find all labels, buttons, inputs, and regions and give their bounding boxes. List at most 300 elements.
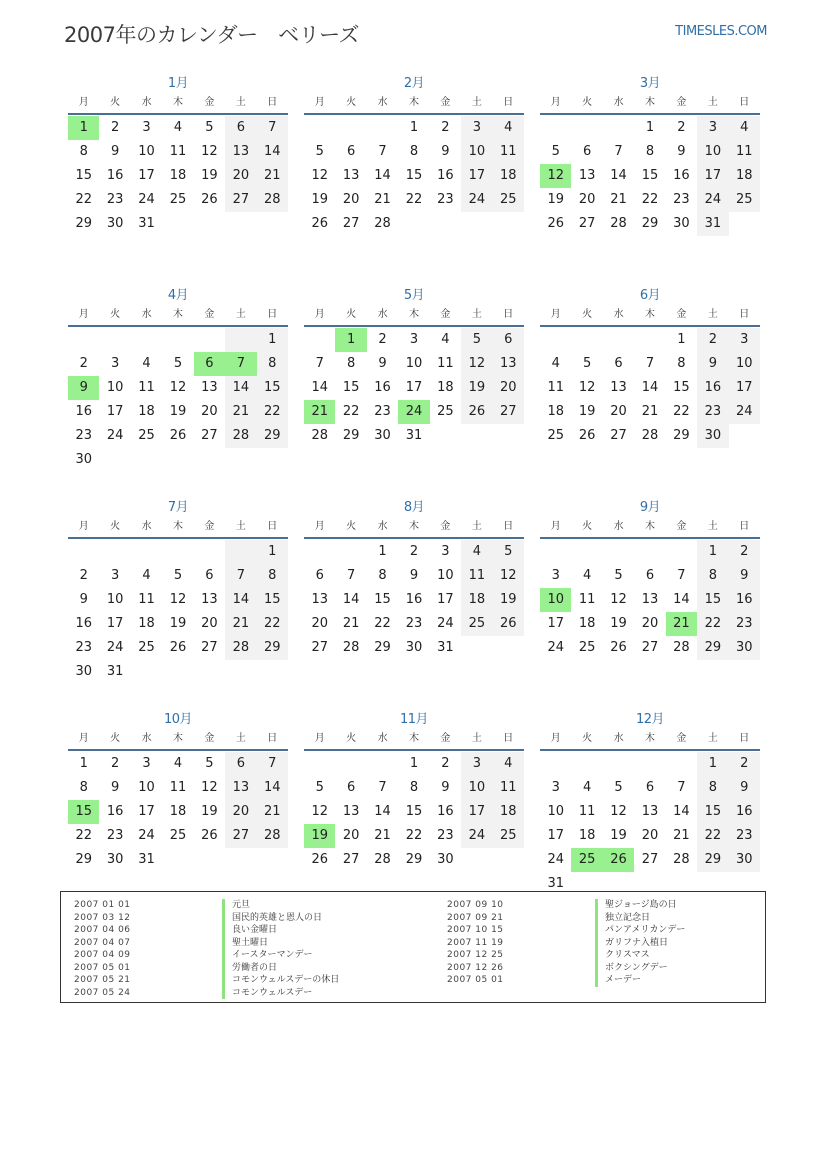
day-cell: 17 bbox=[138, 168, 155, 183]
weekday-label: 水 bbox=[613, 309, 624, 320]
day-cell-holiday: 1 bbox=[68, 116, 99, 140]
day-cell: 13 bbox=[578, 168, 596, 183]
weekday-label: 火 bbox=[346, 521, 357, 532]
day-cell: 5 bbox=[614, 568, 623, 583]
holiday-name: 国民的英雄と恩人の日 bbox=[222, 912, 322, 925]
weekday-label: 月 bbox=[78, 521, 89, 532]
day-cell: 10 bbox=[437, 568, 454, 583]
day-cell: 28 bbox=[311, 428, 328, 443]
holiday-row bbox=[74, 924, 339, 937]
day-cell: 9 bbox=[110, 144, 120, 159]
day-cell: 26 bbox=[169, 640, 187, 655]
day-empty bbox=[666, 752, 697, 776]
day-empty bbox=[540, 752, 571, 776]
day-cell: 26 bbox=[311, 216, 328, 231]
day-cell: 12 bbox=[169, 380, 187, 395]
day-cell: 1 bbox=[645, 120, 655, 135]
day-cell-holiday: 1 bbox=[335, 328, 366, 352]
day-grid bbox=[540, 752, 760, 896]
day-empty bbox=[603, 116, 634, 140]
day-cell: 24 bbox=[106, 428, 124, 443]
day-cell: 25 bbox=[169, 192, 187, 207]
day-cell: 28 bbox=[257, 824, 288, 848]
day-cell: 17 bbox=[106, 616, 124, 631]
weekday-label: 水 bbox=[377, 521, 388, 532]
day-cell: 7 bbox=[346, 568, 356, 583]
day-empty bbox=[571, 328, 602, 352]
day-cell: 19 bbox=[610, 828, 627, 843]
month-6 bbox=[540, 286, 760, 498]
day-cell: 13 bbox=[342, 168, 360, 183]
day-cell: 22 bbox=[697, 824, 728, 848]
day-cell: 28 bbox=[225, 636, 256, 660]
day-grid bbox=[540, 116, 760, 236]
day-cell: 17 bbox=[461, 164, 492, 188]
weekday-label: 金 bbox=[440, 521, 451, 532]
day-cell: 10 bbox=[138, 144, 155, 159]
month-title: 9月 bbox=[639, 500, 661, 515]
day-cell: 3 bbox=[551, 568, 560, 583]
day-cell: 29 bbox=[75, 852, 92, 867]
day-cell: 9 bbox=[677, 144, 686, 159]
day-cell: 17 bbox=[729, 376, 760, 400]
day-empty bbox=[634, 540, 665, 564]
day-cell-holiday: 15 bbox=[68, 800, 99, 824]
day-cell: 22 bbox=[257, 400, 288, 424]
day-cell: 14 bbox=[225, 588, 256, 612]
weekday-label: 土 bbox=[471, 309, 482, 320]
day-cell: 26 bbox=[169, 428, 187, 443]
day-cell: 4 bbox=[729, 116, 760, 140]
day-cell: 15 bbox=[257, 588, 288, 612]
day-empty bbox=[367, 116, 398, 140]
day-cell: 27 bbox=[641, 852, 659, 867]
holiday-name: ガリフナ入植日 bbox=[595, 937, 668, 950]
weekday-label: 土 bbox=[707, 309, 718, 320]
day-cell: 27 bbox=[641, 640, 659, 655]
day-cell: 19 bbox=[578, 404, 596, 419]
day-empty bbox=[603, 752, 634, 776]
day-empty bbox=[634, 752, 665, 776]
holiday-name: コモンウェルスデー bbox=[222, 987, 312, 1000]
day-cell: 16 bbox=[106, 168, 124, 183]
day-empty bbox=[99, 328, 130, 352]
day-cell: 3 bbox=[461, 116, 492, 140]
day-cell: 26 bbox=[578, 428, 596, 443]
weekday-label: 火 bbox=[582, 97, 593, 108]
day-cell: 2 bbox=[729, 540, 760, 564]
day-grid bbox=[68, 328, 288, 472]
day-cell: 24 bbox=[437, 616, 454, 631]
day-cell: 17 bbox=[106, 404, 124, 419]
day-cell: 12 bbox=[169, 592, 187, 607]
holiday-row bbox=[74, 899, 339, 912]
holiday-row bbox=[447, 899, 685, 912]
day-cell: 19 bbox=[461, 376, 492, 400]
weekday-label: 木 bbox=[408, 521, 419, 532]
day-cell: 23 bbox=[437, 192, 454, 207]
day-cell: 22 bbox=[641, 192, 659, 207]
day-cell: 5 bbox=[315, 780, 324, 795]
holiday-list-left bbox=[74, 899, 339, 999]
day-empty bbox=[304, 752, 335, 776]
day-cell: 6 bbox=[346, 780, 356, 795]
day-cell: 7 bbox=[315, 356, 324, 371]
day-cell: 16 bbox=[729, 800, 760, 824]
month-title: 11月 bbox=[399, 712, 429, 727]
holiday-date: 2007 05 01 bbox=[447, 975, 504, 985]
day-empty bbox=[603, 328, 634, 352]
day-cell: 21 bbox=[610, 192, 627, 207]
day-cell: 22 bbox=[75, 828, 92, 843]
day-cell: 5 bbox=[551, 144, 560, 159]
weekday-label: 月 bbox=[314, 733, 325, 744]
weekday-label: 金 bbox=[204, 733, 215, 744]
day-cell: 23 bbox=[374, 404, 391, 419]
day-cell: 28 bbox=[342, 640, 360, 655]
day-cell: 11 bbox=[578, 804, 596, 819]
day-cell: 12 bbox=[461, 352, 492, 376]
day-cell: 12 bbox=[493, 564, 524, 588]
weekday-label: 日 bbox=[267, 97, 278, 108]
day-cell: 20 bbox=[311, 616, 328, 631]
month-title: 12月 bbox=[635, 712, 665, 727]
day-cell: 16 bbox=[437, 168, 454, 183]
day-cell: 5 bbox=[614, 780, 623, 795]
holiday-date: 2007 04 06 bbox=[74, 925, 131, 935]
day-cell: 29 bbox=[342, 428, 360, 443]
day-cell: 20 bbox=[578, 192, 596, 207]
holiday-row bbox=[447, 962, 685, 975]
day-cell: 23 bbox=[437, 828, 454, 843]
day-cell: 29 bbox=[697, 636, 728, 660]
day-cell: 25 bbox=[138, 428, 155, 443]
day-empty bbox=[68, 328, 99, 352]
weekday-label: 日 bbox=[503, 309, 514, 320]
weekday-label: 水 bbox=[141, 309, 152, 320]
weekday-header bbox=[304, 305, 524, 327]
weekday-label: 金 bbox=[204, 97, 215, 108]
day-cell: 19 bbox=[610, 616, 627, 631]
day-cell: 24 bbox=[729, 400, 760, 424]
day-cell: 30 bbox=[106, 216, 124, 231]
weekday-label: 日 bbox=[739, 97, 750, 108]
day-cell: 31 bbox=[138, 216, 155, 231]
page-title: 2007年のカレンダー ベリーズ bbox=[64, 23, 360, 47]
holiday-date: 2007 09 10 bbox=[447, 900, 504, 910]
month-1 bbox=[68, 74, 288, 286]
day-cell: 23 bbox=[405, 616, 423, 631]
weekday-label: 木 bbox=[644, 97, 655, 108]
day-cell: 20 bbox=[493, 376, 524, 400]
day-cell: 16 bbox=[405, 592, 423, 607]
day-cell: 27 bbox=[610, 428, 627, 443]
day-cell: 3 bbox=[110, 568, 120, 583]
day-cell: 28 bbox=[641, 428, 659, 443]
day-cell: 8 bbox=[409, 780, 419, 795]
day-cell: 14 bbox=[257, 776, 288, 800]
weekday-label: 木 bbox=[172, 733, 183, 744]
day-cell: 30 bbox=[106, 852, 124, 867]
day-cell: 1 bbox=[697, 752, 728, 776]
day-cell: 14 bbox=[610, 168, 627, 183]
day-cell: 27 bbox=[201, 428, 218, 443]
day-empty bbox=[162, 540, 193, 564]
day-cell: 4 bbox=[582, 780, 592, 795]
day-cell: 4 bbox=[142, 356, 151, 371]
day-cell: 5 bbox=[173, 356, 183, 371]
weekday-label: 月 bbox=[314, 309, 325, 320]
day-cell: 7 bbox=[677, 780, 686, 795]
day-cell: 2 bbox=[110, 120, 120, 135]
day-empty bbox=[68, 540, 99, 564]
day-cell: 17 bbox=[547, 616, 564, 631]
day-cell: 22 bbox=[673, 404, 690, 419]
day-cell: 29 bbox=[697, 848, 728, 872]
day-cell: 9 bbox=[441, 144, 450, 159]
day-cell: 30 bbox=[405, 640, 423, 655]
day-cell: 4 bbox=[142, 568, 151, 583]
day-cell: 21 bbox=[673, 828, 690, 843]
weekday-label: 土 bbox=[235, 521, 246, 532]
weekday-label: 木 bbox=[644, 733, 655, 744]
day-cell: 8 bbox=[346, 356, 356, 371]
holiday-name: メーデー bbox=[595, 974, 641, 987]
day-empty bbox=[571, 116, 602, 140]
day-cell: 15 bbox=[405, 804, 423, 819]
day-cell: 5 bbox=[461, 328, 492, 352]
day-cell-holiday: 19 bbox=[304, 824, 335, 848]
holiday-date: 2007 05 21 bbox=[74, 975, 131, 985]
day-cell: 11 bbox=[493, 776, 524, 800]
day-cell: 13 bbox=[610, 380, 627, 395]
day-cell: 22 bbox=[697, 612, 728, 636]
day-cell: 20 bbox=[641, 828, 659, 843]
weekday-label: 水 bbox=[377, 309, 388, 320]
day-cell-holiday: 21 bbox=[666, 612, 697, 636]
day-cell: 15 bbox=[374, 592, 391, 607]
day-cell: 24 bbox=[697, 188, 728, 212]
day-grid bbox=[68, 116, 288, 236]
day-cell: 8 bbox=[645, 144, 655, 159]
weekday-label: 月 bbox=[550, 521, 561, 532]
day-cell: 14 bbox=[374, 804, 391, 819]
day-cell: 20 bbox=[225, 800, 256, 824]
day-cell: 18 bbox=[437, 380, 454, 395]
day-cell: 28 bbox=[257, 188, 288, 212]
day-cell: 2 bbox=[441, 756, 450, 771]
holiday-row bbox=[74, 974, 339, 987]
day-cell: 25 bbox=[547, 428, 564, 443]
site-logo[interactable]: TIMESLES.COM bbox=[675, 24, 767, 39]
day-cell: 5 bbox=[205, 120, 214, 135]
day-cell: 13 bbox=[493, 352, 524, 376]
day-cell: 11 bbox=[461, 564, 492, 588]
weekday-label: 火 bbox=[110, 521, 121, 532]
day-cell: 25 bbox=[493, 188, 524, 212]
weekday-label: 月 bbox=[314, 97, 325, 108]
holiday-name: 労働者の日 bbox=[222, 962, 277, 975]
day-cell: 26 bbox=[493, 612, 524, 636]
day-cell: 15 bbox=[697, 800, 728, 824]
day-cell: 16 bbox=[374, 380, 391, 395]
day-cell: 3 bbox=[551, 780, 560, 795]
holiday-row bbox=[447, 912, 685, 925]
weekday-label: 火 bbox=[110, 309, 121, 320]
weekday-label: 水 bbox=[613, 97, 624, 108]
weekday-label: 月 bbox=[314, 521, 325, 532]
day-cell: 11 bbox=[493, 140, 524, 164]
day-cell: 3 bbox=[441, 544, 450, 559]
day-cell: 8 bbox=[697, 776, 728, 800]
weekday-label: 金 bbox=[440, 309, 451, 320]
day-cell: 20 bbox=[225, 164, 256, 188]
day-cell: 8 bbox=[257, 564, 288, 588]
day-cell-holiday: 24 bbox=[398, 400, 429, 424]
day-cell: 8 bbox=[409, 144, 419, 159]
day-cell: 13 bbox=[201, 592, 218, 607]
day-cell: 4 bbox=[493, 116, 524, 140]
day-cell: 1 bbox=[677, 332, 686, 347]
day-cell: 10 bbox=[697, 140, 728, 164]
day-cell: 10 bbox=[138, 780, 155, 795]
weekday-label: 月 bbox=[550, 309, 561, 320]
day-cell: 1 bbox=[697, 540, 728, 564]
holiday-row bbox=[447, 949, 685, 962]
day-cell: 21 bbox=[257, 800, 288, 824]
day-cell: 14 bbox=[673, 804, 690, 819]
weekday-label: 日 bbox=[503, 97, 514, 108]
weekday-label: 日 bbox=[739, 733, 750, 744]
day-cell: 20 bbox=[201, 616, 218, 631]
day-cell: 26 bbox=[201, 192, 218, 207]
day-cell: 3 bbox=[697, 116, 728, 140]
day-cell: 13 bbox=[641, 804, 659, 819]
day-cell: 27 bbox=[493, 400, 524, 424]
day-cell: 5 bbox=[173, 568, 183, 583]
weekday-label: 金 bbox=[676, 521, 687, 532]
day-cell: 21 bbox=[374, 192, 391, 207]
weekday-label: 火 bbox=[582, 521, 593, 532]
holiday-date: 2007 10 15 bbox=[447, 925, 504, 935]
day-cell: 24 bbox=[461, 188, 492, 212]
weekday-label: 土 bbox=[707, 521, 718, 532]
weekday-header bbox=[540, 729, 760, 751]
day-cell: 26 bbox=[311, 852, 328, 867]
weekday-label: 水 bbox=[377, 733, 388, 744]
day-cell-holiday: 26 bbox=[603, 848, 634, 872]
day-cell: 24 bbox=[106, 640, 124, 655]
weekday-label: 火 bbox=[346, 733, 357, 744]
weekday-header bbox=[304, 729, 524, 751]
day-cell-holiday: 10 bbox=[540, 588, 571, 612]
day-cell: 8 bbox=[697, 564, 728, 588]
weekday-label: 土 bbox=[235, 97, 246, 108]
day-cell: 10 bbox=[405, 356, 423, 371]
day-cell: 15 bbox=[641, 168, 659, 183]
weekday-label: 水 bbox=[141, 733, 152, 744]
day-cell: 19 bbox=[169, 404, 187, 419]
day-cell: 4 bbox=[582, 568, 592, 583]
day-cell: 6 bbox=[346, 144, 356, 159]
day-cell: 6 bbox=[614, 356, 623, 371]
day-empty bbox=[304, 116, 335, 140]
day-cell: 30 bbox=[75, 452, 92, 467]
day-cell-holiday: 25 bbox=[571, 848, 602, 872]
day-cell: 1 bbox=[257, 328, 288, 352]
holiday-date: 2007 09 21 bbox=[447, 912, 504, 923]
day-cell: 20 bbox=[342, 828, 360, 843]
day-cell: 5 bbox=[315, 144, 324, 159]
weekday-header bbox=[540, 93, 760, 115]
calendar-grid bbox=[68, 74, 760, 922]
day-cell: 25 bbox=[493, 824, 524, 848]
weekday-label: 木 bbox=[644, 309, 655, 320]
day-cell: 31 bbox=[138, 852, 155, 867]
day-cell: 27 bbox=[201, 640, 218, 655]
day-cell: 2 bbox=[79, 568, 88, 583]
day-cell: 11 bbox=[729, 140, 760, 164]
month-5 bbox=[304, 286, 524, 498]
day-cell: 18 bbox=[138, 616, 155, 631]
holiday-name: 元旦 bbox=[222, 899, 250, 912]
day-cell: 14 bbox=[374, 168, 391, 183]
day-cell: 13 bbox=[641, 592, 659, 607]
day-cell: 9 bbox=[729, 776, 760, 800]
day-cell: 11 bbox=[578, 592, 596, 607]
day-cell: 8 bbox=[257, 352, 288, 376]
holiday-name: コモンウェルスデーの休日 bbox=[222, 974, 339, 987]
month-title: 6月 bbox=[639, 288, 661, 303]
day-cell: 12 bbox=[201, 144, 218, 159]
day-cell: 1 bbox=[79, 756, 88, 771]
day-cell: 28 bbox=[673, 640, 690, 655]
day-cell: 17 bbox=[405, 380, 423, 395]
weekday-label: 月 bbox=[78, 309, 89, 320]
day-cell: 29 bbox=[641, 216, 659, 231]
day-cell: 16 bbox=[75, 616, 92, 631]
weekday-header bbox=[68, 729, 288, 751]
day-cell: 25 bbox=[461, 612, 492, 636]
day-cell: 23 bbox=[106, 192, 124, 207]
day-empty bbox=[571, 540, 602, 564]
day-cell: 28 bbox=[374, 216, 391, 231]
holiday-name: パンアメリカンデー bbox=[595, 924, 685, 937]
month-9 bbox=[540, 498, 760, 710]
day-grid bbox=[304, 116, 524, 236]
day-cell: 29 bbox=[257, 424, 288, 448]
day-cell: 4 bbox=[173, 756, 183, 771]
weekday-label: 金 bbox=[204, 521, 215, 532]
weekday-label: 日 bbox=[739, 309, 750, 320]
day-cell: 30 bbox=[374, 428, 391, 443]
day-empty bbox=[225, 540, 256, 564]
day-cell: 11 bbox=[169, 144, 187, 159]
day-cell: 28 bbox=[610, 216, 627, 231]
day-cell: 6 bbox=[205, 568, 214, 583]
day-grid bbox=[540, 328, 760, 448]
day-cell: 24 bbox=[547, 852, 564, 867]
weekday-header bbox=[304, 517, 524, 539]
day-cell: 30 bbox=[673, 216, 690, 231]
day-cell: 18 bbox=[493, 164, 524, 188]
holiday-date: 2007 12 26 bbox=[447, 962, 504, 973]
month-3 bbox=[540, 74, 760, 286]
weekday-label: 木 bbox=[172, 521, 183, 532]
day-cell: 27 bbox=[225, 188, 256, 212]
day-cell: 19 bbox=[201, 804, 218, 819]
day-cell: 19 bbox=[169, 616, 187, 631]
